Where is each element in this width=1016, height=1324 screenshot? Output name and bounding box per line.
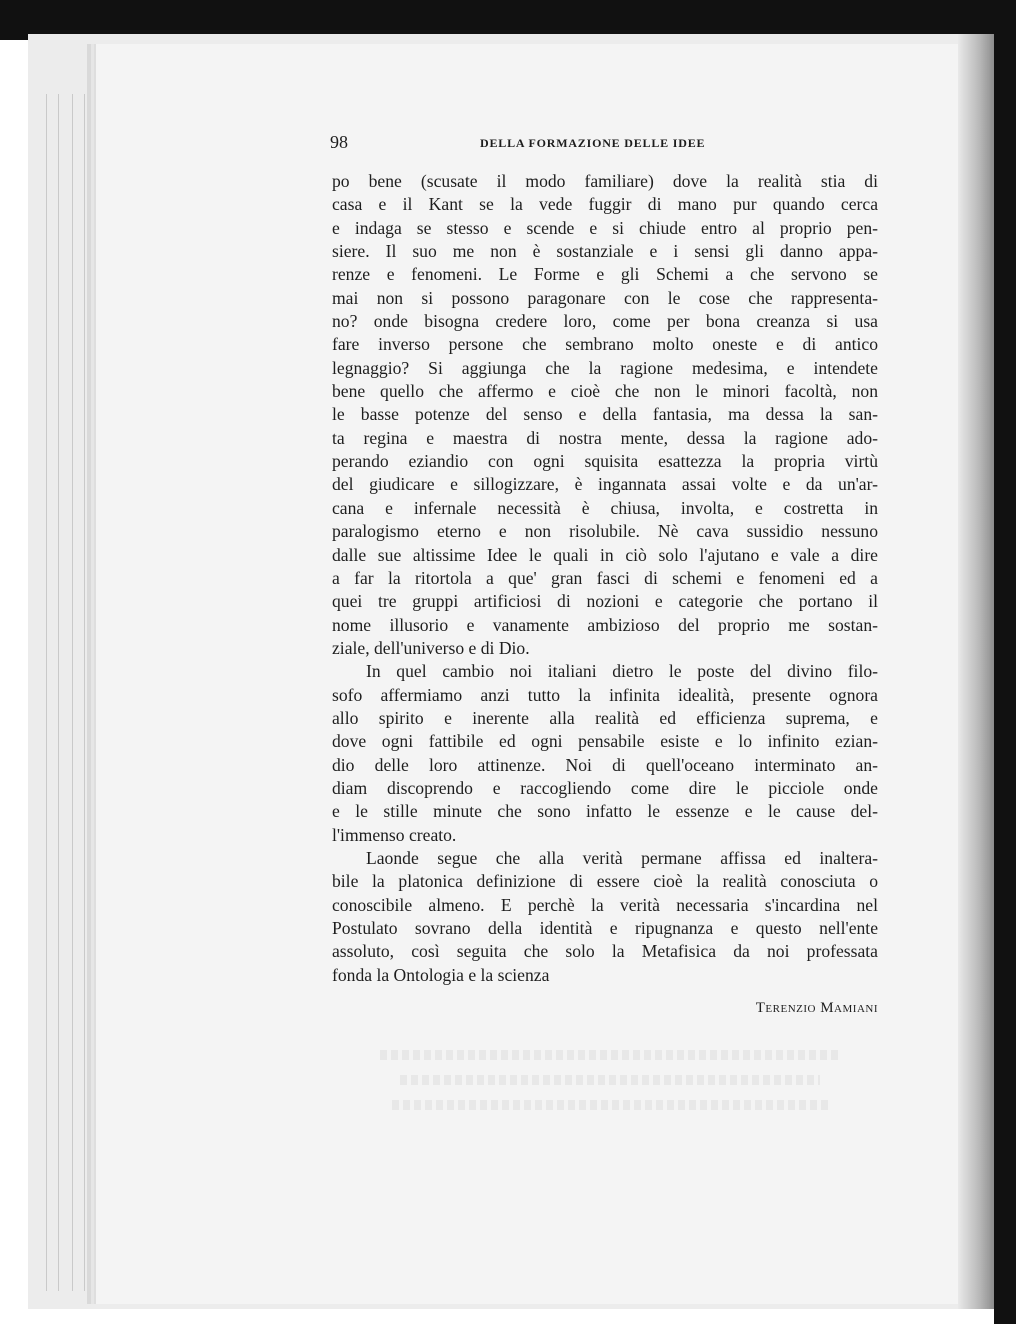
text-line: bile la platonica definizione di essere cioè la realità conosciuta o: [332, 871, 878, 892]
text-line: paralogismo eterno e non risolubile. Nè cava sussidio nessuno: [332, 521, 878, 542]
text-line: renze e fenomeni. Le Forme e gli Schemi a che servono se: [332, 264, 878, 285]
running-head: DELLA FORMAZIONE DELLE IDEE: [480, 136, 706, 150]
text-line: In quel cambio noi italiani dietro le poste del divino filo-: [366, 661, 878, 682]
text-line: no? onde bisogna credere loro, come per bona creanza si usa: [332, 311, 878, 332]
text-line: legnaggio? Si aggiunga che la ragione medesima, e intendete: [332, 357, 878, 378]
page-edge: [58, 94, 59, 1291]
text-line: fonda la Ontologia e la scienza: [332, 964, 550, 985]
page-number: 98: [330, 132, 348, 152]
text-line: e le stille minute che sono infatto le essenze e le cause del-: [332, 801, 878, 822]
text-line: po bene (scusate il modo familiare) dove la realità stia di: [332, 171, 878, 191]
text-line: a far la ritortola a que' gran fasci di schemi e fenomeni ed a: [332, 567, 878, 588]
spine-shadow: [958, 34, 994, 1309]
text-line: del giudicare e sillogizzare, è ingannata assai volte e da un'ar-: [332, 474, 878, 495]
text-line: perando eziandio con ogni squisita esattezza la propria virtù: [332, 451, 878, 472]
text-line: conoscibile almeno. E perchè la verità necessaria s'incardina nel: [332, 894, 878, 915]
text-line: l'immenso creato.: [332, 824, 457, 845]
text-line: fare inverso persone che sembrano molto oneste e di antico: [332, 334, 878, 355]
text-line: assoluto, così seguita che solo la Metafisica da noi professata: [332, 941, 878, 962]
text-line: Postulato sovrano della identità e ripugnanza e questo nell'ente: [332, 918, 878, 938]
page-header: [330, 132, 878, 156]
text-line: diam discoprendo e raccogliendo come dire le picciole onde: [332, 777, 878, 798]
text-line: quei tre gruppi artificiosi di nozioni e categorie che portano il: [332, 591, 878, 612]
text-line: dove ogni fattibile ed ogni pensabile esiste e lo infinito ezian-: [332, 731, 878, 752]
scan-border-right: [994, 0, 1016, 1324]
show-through-text: [380, 1050, 840, 1060]
text-line: Laonde segue che alla verità permane affissa ed inaltera-: [366, 847, 878, 868]
text-line: e indaga se stesso e scende e si chiude entro al proprio pen-: [332, 217, 878, 238]
text-line: cana e infernale necessità è chiusa, involta, e costretta in: [332, 497, 878, 518]
text-line: ziale, dell'universo e di Dio.: [332, 637, 530, 658]
page-edge: [72, 94, 73, 1291]
text-line: ta regina e maestra di nostra mente, dessa la ragione ado-: [332, 427, 878, 448]
text-line: mai non si possono paragonare con le cose che rappresenta-: [332, 287, 878, 308]
text-line: dalle sue altissime Idee le quali in ciò solo l'ajutano e vale a dire: [332, 544, 878, 565]
author-signature: Terenzio Mamiani: [755, 1000, 878, 1016]
text-line: le basse potenze del senso e della fantasia, ma dessa la san-: [332, 404, 878, 425]
text-line: sofo affermiamo anzi tutto la infinita idealità, presente ognora: [332, 684, 878, 705]
show-through-text: [400, 1075, 820, 1085]
body-text: [332, 170, 878, 987]
page-edge: [46, 94, 47, 1291]
show-through-text: [392, 1100, 832, 1110]
page-edge: [84, 94, 85, 1291]
text-line: allo spirito e inerente alla realità ed efficienza suprema, e: [332, 707, 878, 728]
text-line: casa e il Kant se la vede fuggir di mano pur quando cerca: [332, 194, 878, 215]
text-line: bene quello che affermo e cioè che non le minori facoltà, non: [332, 381, 878, 402]
text-line: dio delle loro attinenze. Noi di quell'oceano interminato an-: [332, 754, 878, 775]
text-line: siere. Il suo me non è sostanziale e i sensi gli danno appa-: [332, 241, 878, 262]
text-line: nome illusorio e vanamente ambizioso del proprio me sostan-: [332, 614, 878, 635]
